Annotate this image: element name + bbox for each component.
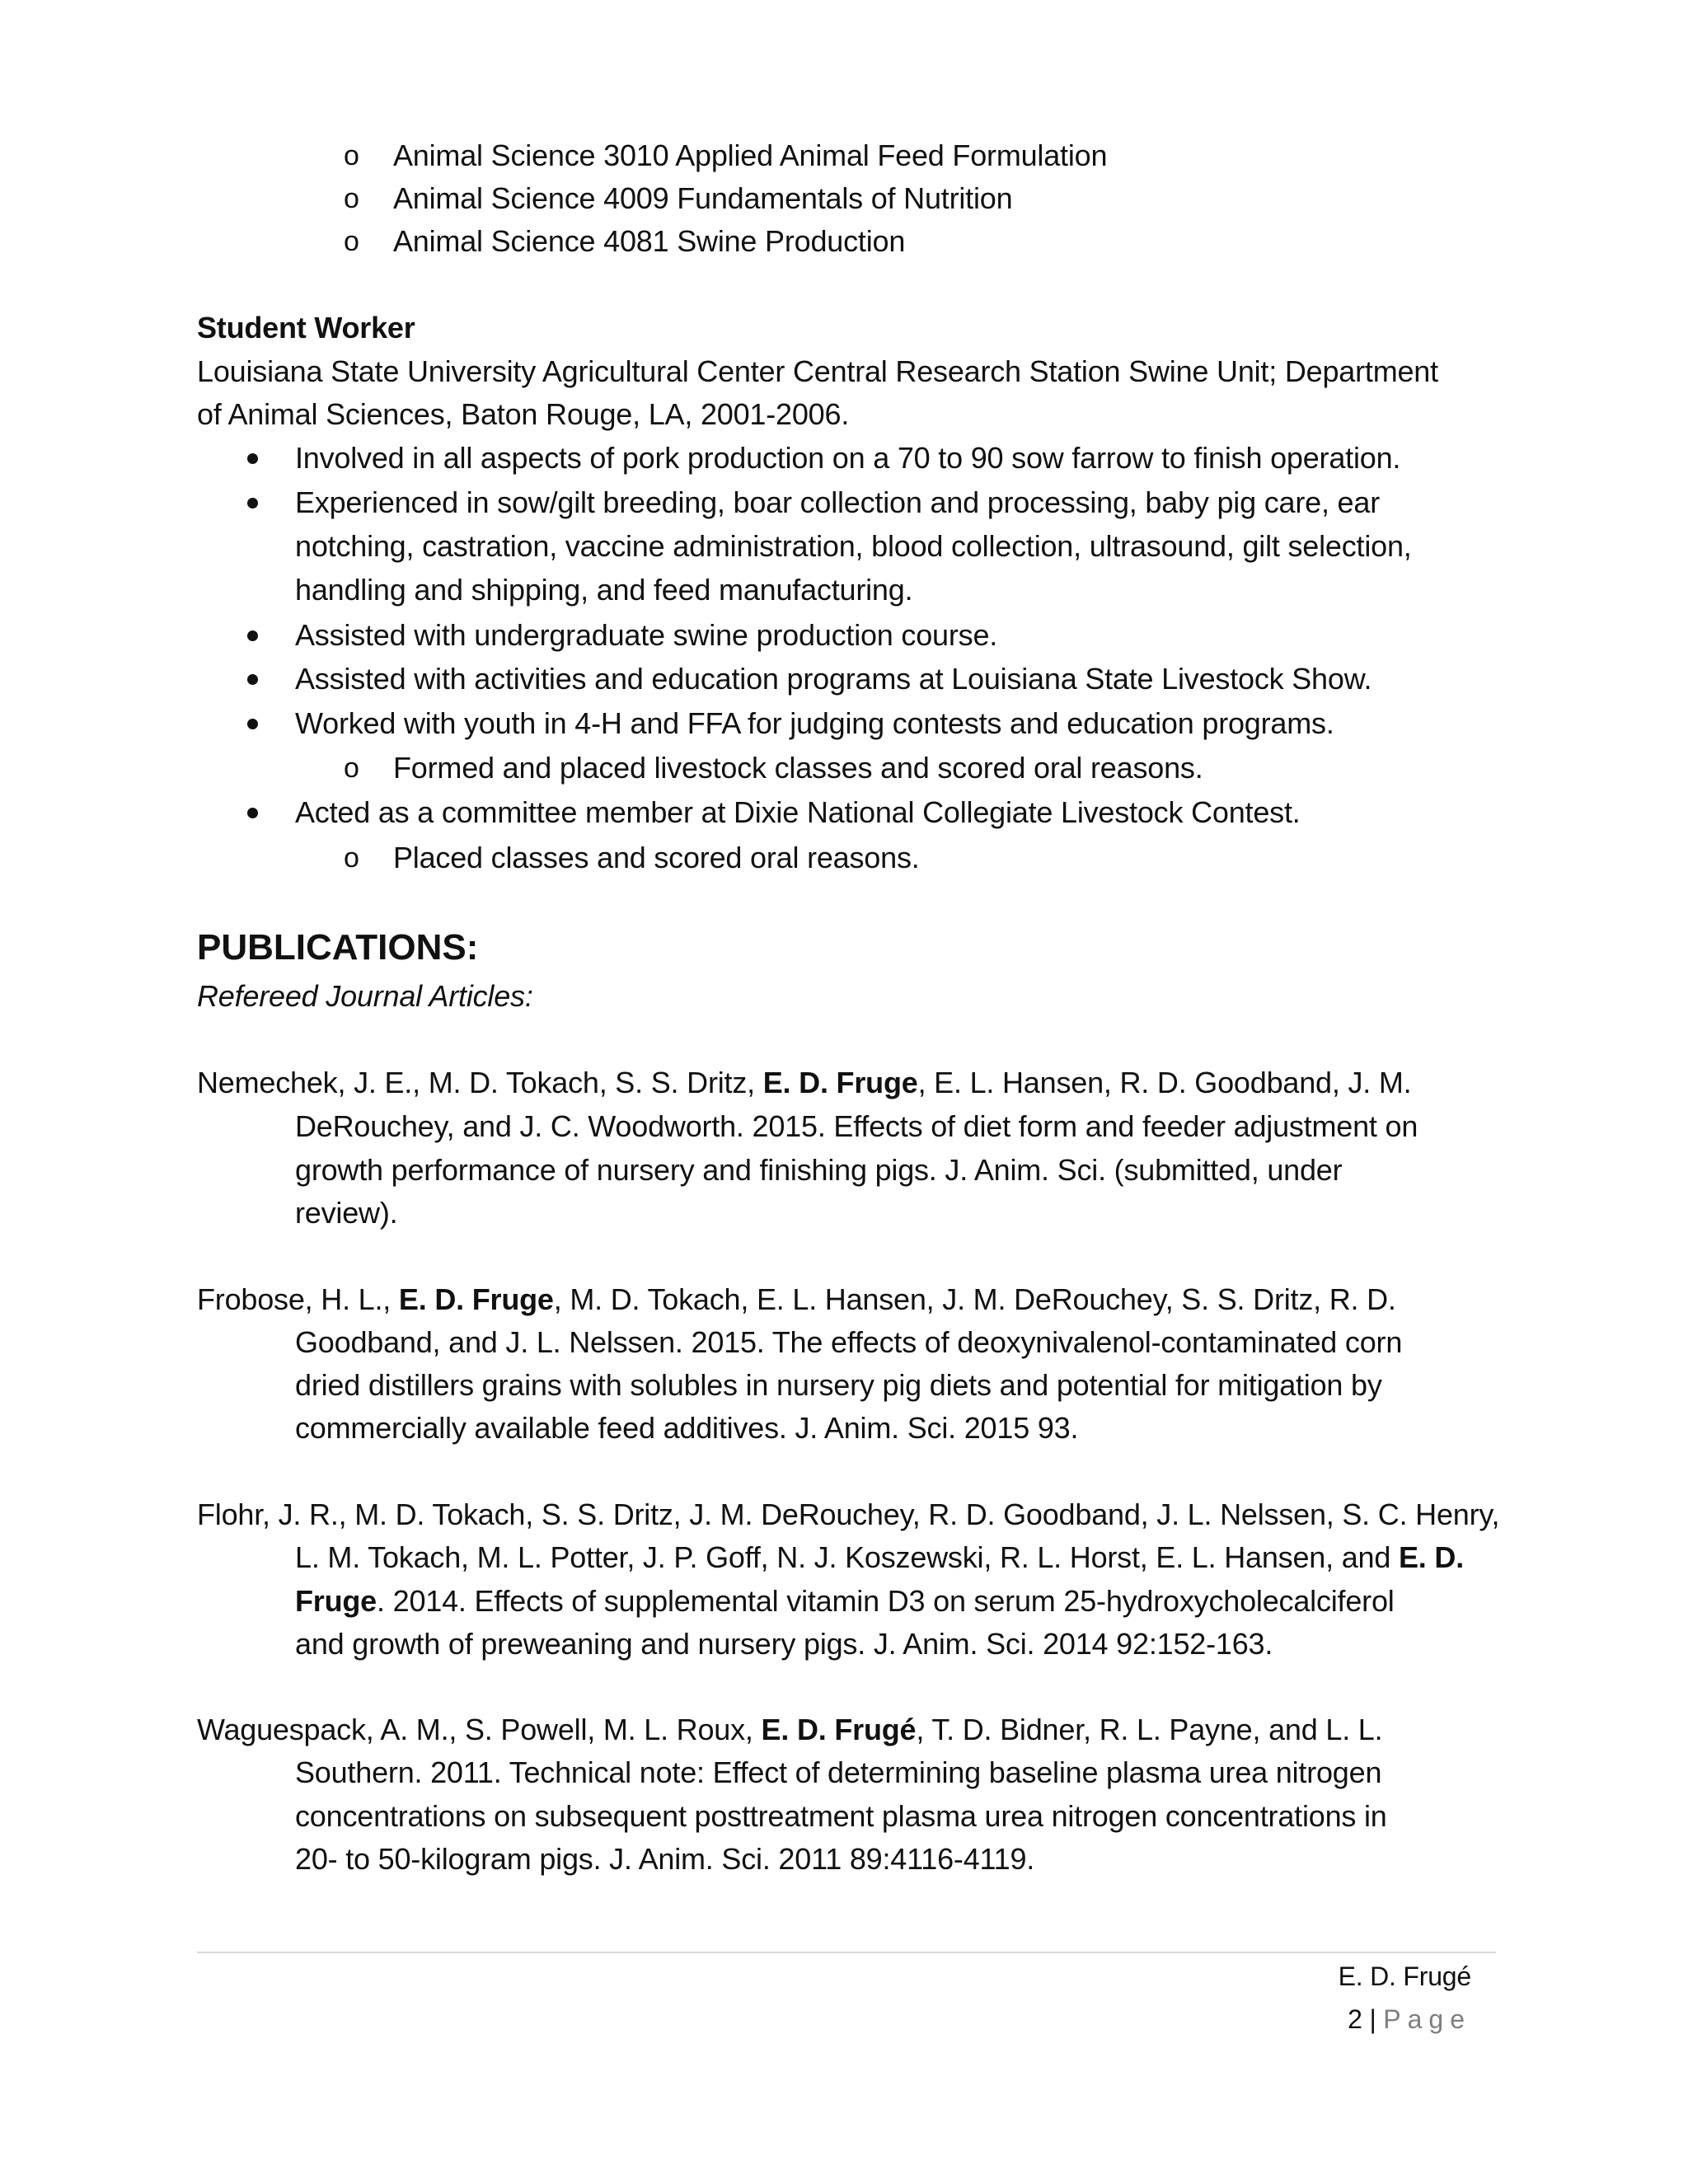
publication-line: Waguespack, A. M., S. Powell, M. L. Roux, E. D. Frugé, T. D. Bidner, R. L. Payne, and L. L. [197,1713,1383,1746]
bullet-dot [247,630,258,641]
publication-line: and growth of preweaning and nursery pigs. J. Anim. Sci. 2014 92:152-163. [295,1627,1273,1661]
course-item: Animal Science 3010 Applied Animal Feed Formulation [393,138,1108,172]
sub-bullet-marker: o [344,183,359,214]
publication-line: Frobose, H. L., E. D. Fruge, M. D. Tokach, E. L. Hansen, J. M. DeRouchey, S. S. Dritz, R. D. [197,1282,1396,1316]
publication-line: 20- to 50-kilogram pigs. J. Anim. Sci. 2011 89:4116-4119. [295,1842,1035,1876]
author-highlight: E. D. Fruge [762,1066,918,1099]
job-bullet: notching, castration, vaccine administration, blood collection, ultrasound, gilt selection, [295,529,1412,563]
bullet-dot [247,719,258,729]
section-subheading: Refereed Journal Articles: [197,979,533,1013]
footer-author: E. D. Frugé [1338,1961,1471,1991]
page-separator: | [1369,2004,1376,2034]
author-highlight: E. D. Frugé [761,1713,917,1746]
page-number: 2 [1348,2004,1362,2034]
course-item: Animal Science 4009 Fundamentals of Nutrition [393,181,1013,215]
bullet-dot [247,674,258,685]
author-highlight: Fruge [295,1584,377,1618]
section-heading: PUBLICATIONS: [197,927,479,968]
publication-line: DeRouchey, and J. C. Woodworth. 2015. Effects of diet form and feeder adjustment on [295,1109,1418,1143]
sub-bullet-marker: o [344,842,359,874]
publication-line: Fruge. 2014. Effects of supplemental vitamin D3 on serum 25-hydroxycholecalciferol [295,1584,1395,1618]
publication-line: Goodband, and J. L. Nelssen. 2015. The effects of deoxynivalenol-contaminated corn [295,1325,1403,1359]
bullet-dot [247,453,258,464]
job-bullet: Worked with youth in 4-H and FFA for judging contests and education programs. [295,706,1334,740]
job-bullet: Acted as a committee member at Dixie National Collegiate Livestock Contest. [295,795,1301,829]
job-sub-bullet: Formed and placed livestock classes and scored oral reasons. [393,751,1203,785]
job-sub-bullet: Placed classes and scored oral reasons. [393,841,920,874]
publication-line: review). [295,1196,398,1230]
publication-line: Southern. 2011. Technical note: Effect of determining baseline plasma urea nitrogen [295,1755,1382,1789]
publication-line: dried distillers grains with solubles in nursery pig diets and potential for mitigation by [295,1368,1382,1402]
author-highlight: E. D. [1398,1540,1465,1574]
page-label: Page [1383,2004,1471,2034]
job-bullet: Experienced in sow/gilt breeding, boar collection and processing, baby pig care, ear [295,485,1380,519]
course-item: Animal Science 4081 Swine Production [393,224,906,258]
job-bullet: handling and shipping, and feed manufacturing. [295,573,913,607]
job-organization: Louisiana State University Agricultural Center Central Research Station Swine Unit; Department [197,354,1438,388]
footer-divider [197,1952,1496,1953]
job-organization: of Animal Sciences, Baton Rouge, LA, 2001-2006. [197,397,850,431]
bullet-dot [247,808,258,818]
publication-line: commercially available feed additives. J. Anim. Sci. 2015 93. [295,1411,1079,1445]
job-bullet: Assisted with activities and education programs at Louisiana State Livestock Show. [295,662,1372,696]
sub-bullet-marker: o [344,226,359,257]
publication-line: Flohr, J. R., M. D. Tokach, S. S. Dritz, J. M. DeRouchey, R. D. Goodband, J. L. Nelssen, S. C. Henry, [197,1497,1500,1531]
job-bullet: Assisted with undergraduate swine production course. [295,618,998,652]
author-highlight: E. D. Fruge [398,1282,554,1316]
publication-line: L. M. Tokach, M. L. Potter, J. P. Goff, N. J. Koszewski, R. L. Horst, E. L. Hansen, and E. D. [295,1540,1465,1574]
bullet-dot [247,498,258,509]
job-bullet: Involved in all aspects of pork production on a 70 to 90 sow farrow to finish operation. [295,441,1401,475]
publication-line: concentrations on subsequent posttreatment plasma urea nitrogen concentrations in [295,1799,1387,1833]
footer-page-indicator [1348,2001,1471,2037]
job-title: Student Worker [197,311,415,344]
sub-bullet-marker: o [344,140,359,171]
sub-bullet-marker: o [344,752,359,784]
publication-line: growth performance of nursery and finishing pigs. J. Anim. Sci. (submitted, under [295,1153,1343,1187]
publication-line: Nemechek, J. E., M. D. Tokach, S. S. Dritz, E. D. Fruge, E. L. Hansen, R. D. Goodband, J. M. [197,1066,1412,1099]
